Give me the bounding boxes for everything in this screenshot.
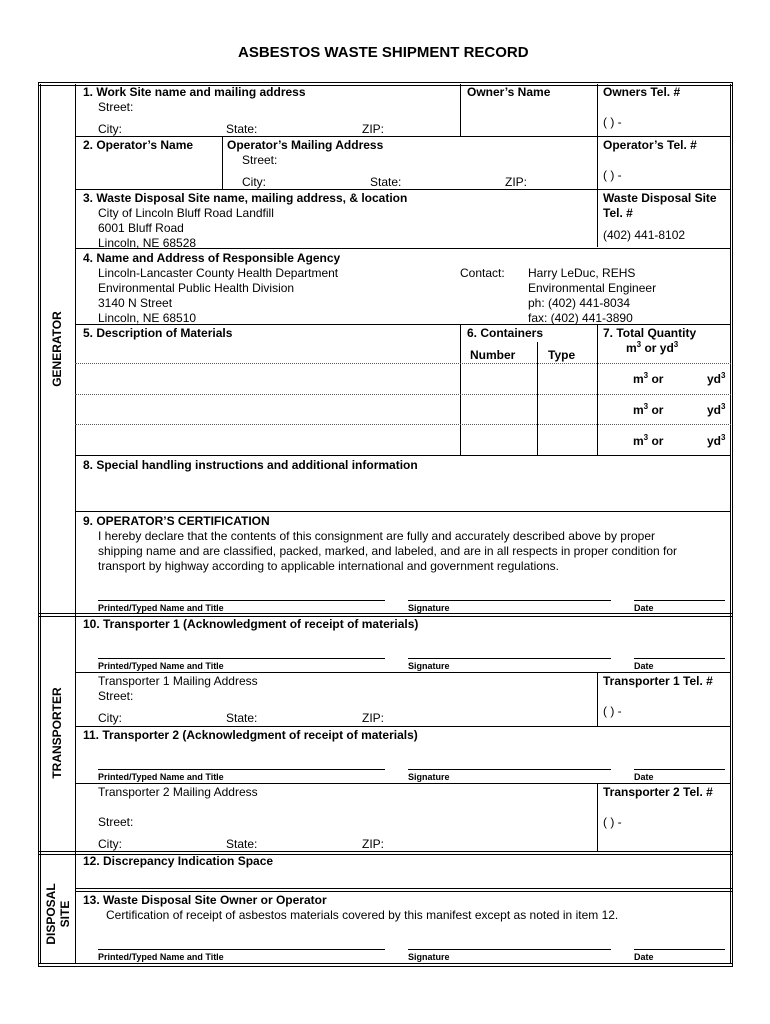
item1-divider-b bbox=[597, 84, 598, 247]
row-line bbox=[75, 455, 731, 456]
item4-line3: 3140 N Street bbox=[98, 296, 173, 310]
item10-signature-line[interactable] bbox=[408, 658, 611, 659]
item13-date-caption: Date bbox=[634, 952, 654, 962]
item9-name-line[interactable] bbox=[98, 600, 385, 601]
item2-city: City: bbox=[242, 175, 266, 189]
item10-date-caption: Date bbox=[634, 661, 654, 671]
row-line bbox=[75, 189, 731, 190]
item4-fax: fax: (402) 441-3890 bbox=[528, 311, 633, 325]
section-label-transporter: TRANSPORTER bbox=[50, 687, 64, 779]
item2-divider bbox=[222, 136, 223, 189]
item4-contact-label: Contact: bbox=[460, 266, 505, 280]
item9-label: 9. OPERATOR’S CERTIFICATION bbox=[83, 514, 270, 528]
section-label-disposal bbox=[44, 844, 72, 984]
items6-divider bbox=[537, 342, 538, 455]
materials-row-line bbox=[75, 394, 731, 395]
item10-zip: ZIP: bbox=[362, 711, 385, 725]
item4-line1: Lincoln-Lancaster County Health Department bbox=[98, 266, 339, 280]
frame-left-inner bbox=[40, 84, 41, 964]
frame-right bbox=[732, 82, 733, 966]
item4-line2: Environmental Public Health Division bbox=[98, 281, 295, 295]
item6-number: Number bbox=[470, 348, 516, 362]
item13-signature-caption: Signature bbox=[408, 952, 450, 962]
item13-signature-line[interactable] bbox=[408, 949, 611, 950]
item10-city: City: bbox=[98, 711, 122, 725]
item13-name-caption: Printed/Typed Name and Title bbox=[98, 952, 224, 962]
item9-line2: shipping name and are classified, packed, marked, and labeled, and are in all respects in proper condition for bbox=[98, 544, 678, 558]
item13-label: 13. Waste Disposal Site Owner or Operator bbox=[83, 893, 327, 907]
row-line bbox=[75, 726, 731, 727]
item1-state: State: bbox=[226, 122, 258, 136]
item3-line3: Lincoln, NE 68528 bbox=[98, 236, 197, 250]
item13-name-line[interactable] bbox=[98, 949, 385, 950]
row-line bbox=[75, 672, 731, 673]
item11-label: 11. Transporter 2 (Acknowledgment of receipt of materials) bbox=[83, 728, 418, 742]
item3-tel-label-2: Tel. # bbox=[603, 206, 633, 220]
item10-tel: Transporter 1 Tel. # bbox=[603, 674, 713, 688]
item1-divider-a bbox=[460, 84, 461, 136]
item10-name-caption: Printed/Typed Name and Title bbox=[98, 661, 224, 671]
item2-label: 2. Operator’s Name bbox=[83, 138, 194, 152]
item7-row1-m: $m^3$ or bbox=[633, 371, 664, 386]
item10-date-line[interactable] bbox=[634, 658, 725, 659]
materials-row-line bbox=[75, 424, 731, 425]
item3-tel-label-1: Waste Disposal Site bbox=[603, 191, 717, 205]
item11-name-line[interactable] bbox=[98, 769, 385, 770]
item2-tel: Operator’s Tel. # bbox=[603, 138, 697, 152]
item11-state: State: bbox=[226, 837, 258, 851]
item12-label: 12. Discrepancy Indication Space bbox=[83, 854, 274, 868]
item11-mailing: Transporter 2 Mailing Address bbox=[98, 785, 258, 799]
item1-city: City: bbox=[98, 122, 122, 136]
item1-owner-tel-blank: ( ) - bbox=[603, 115, 622, 129]
section-label-disposal-line1: DISPOSAL bbox=[44, 883, 58, 945]
item12-divider bbox=[75, 888, 733, 892]
items567-divider-b bbox=[597, 324, 598, 455]
item3-line2: 6001 Bluff Road bbox=[98, 221, 184, 235]
item11-date-line[interactable] bbox=[634, 769, 725, 770]
item10-state: State: bbox=[226, 711, 258, 725]
item2-street: Street: bbox=[242, 153, 278, 167]
item9-date-line[interactable] bbox=[634, 600, 725, 601]
item7-row2-yd: $yd^3$ bbox=[707, 402, 726, 417]
item11-name-caption: Printed/Typed Name and Title bbox=[98, 772, 224, 782]
item4-label: 4. Name and Address of Responsible Agency bbox=[83, 251, 341, 265]
item13-date-line[interactable] bbox=[634, 949, 725, 950]
row-line bbox=[75, 248, 731, 249]
item1-street: Street: bbox=[98, 100, 134, 114]
section-column-divider bbox=[75, 84, 76, 964]
item1-owner-name: Owner’s Name bbox=[467, 85, 551, 99]
item10-tel-divider bbox=[597, 672, 598, 726]
item2-tel-blank: ( ) - bbox=[603, 168, 622, 182]
section-label-disposal-line2: SITE bbox=[58, 900, 72, 928]
item11-signature-line[interactable] bbox=[408, 769, 611, 770]
item11-tel: Transporter 2 Tel. # bbox=[603, 785, 713, 799]
item2-state: State: bbox=[370, 175, 402, 189]
item10-label: 10. Transporter 1 (Acknowledgment of receipt of materials) bbox=[83, 617, 419, 631]
item7-row1-yd: $yd^3$ bbox=[707, 371, 726, 386]
items567-divider-a bbox=[460, 324, 461, 455]
item10-name-line[interactable] bbox=[98, 658, 385, 659]
item1-label: 1. Work Site name and mailing address bbox=[83, 85, 306, 99]
section-label-generator: GENERATOR bbox=[50, 311, 64, 387]
item4-phone: ph: (402) 441-8034 bbox=[528, 296, 631, 310]
item9-signature-caption: Signature bbox=[408, 603, 450, 613]
item13-text: Certification of receipt of asbestos materials covered by this manifest except as noted in item 12. bbox=[106, 908, 619, 922]
item11-city: City: bbox=[98, 837, 122, 851]
item10-street: Street: bbox=[98, 689, 134, 703]
item9-line3: transport by highway according to applicable international and government regulations. bbox=[98, 559, 559, 573]
item8-label: 8. Special handling instructions and additional information bbox=[83, 458, 418, 472]
item1-zip: ZIP: bbox=[362, 122, 385, 136]
item11-street: Street: bbox=[98, 815, 134, 829]
item10-tel-blank: ( ) - bbox=[603, 704, 622, 718]
item11-tel-divider bbox=[597, 783, 598, 851]
item7-units: $m^3$ or $yd^3$ bbox=[626, 340, 679, 355]
item10-signature-caption: Signature bbox=[408, 661, 450, 671]
item9-signature-line[interactable] bbox=[408, 600, 611, 601]
item9-line1: I hereby declare that the contents of this consignment are fully and accurately described above by proper bbox=[98, 529, 655, 543]
item11-zip: ZIP: bbox=[362, 837, 385, 851]
page-title: ASBESTOS WASTE SHIPMENT RECORD bbox=[238, 44, 529, 61]
item10-mailing: Transporter 1 Mailing Address bbox=[98, 674, 258, 688]
materials-row-line bbox=[75, 363, 731, 364]
row-line bbox=[75, 783, 731, 784]
item7-label: 7. Total Quantity bbox=[603, 326, 697, 340]
frame-bottom bbox=[38, 963, 733, 967]
item2-mailing: Operator’s Mailing Address bbox=[227, 138, 384, 152]
item3-label: 3. Waste Disposal Site name, mailing address, & location bbox=[83, 191, 408, 205]
item6-label: 6. Containers bbox=[467, 326, 544, 340]
item1-owner-tel: Owners Tel. # bbox=[603, 85, 681, 99]
item11-signature-caption: Signature bbox=[408, 772, 450, 782]
item7-row2-m: $m^3$ or bbox=[633, 402, 664, 417]
item2-zip: ZIP: bbox=[505, 175, 528, 189]
item6-type: Type bbox=[548, 348, 576, 362]
item11-tel-blank: ( ) - bbox=[603, 815, 622, 829]
item4-contact-title: Environmental Engineer bbox=[528, 281, 657, 295]
row-line bbox=[75, 324, 731, 325]
row-line bbox=[75, 136, 731, 137]
row-line bbox=[75, 511, 731, 512]
item4-line4: Lincoln, NE 68510 bbox=[98, 311, 197, 325]
item7-row3-m: $m^3$ or bbox=[633, 433, 664, 448]
item9-date-caption: Date bbox=[634, 603, 654, 613]
item4-contact-name: Harry LeDuc, REHS bbox=[528, 266, 636, 280]
item7-row3-yd: $yd^3$ bbox=[707, 433, 726, 448]
frame-left bbox=[38, 82, 39, 966]
item3-line1: City of Lincoln Bluff Road Landfill bbox=[98, 206, 274, 220]
item3-tel: (402) 441-8102 bbox=[603, 228, 686, 242]
item9-name-caption: Printed/Typed Name and Title bbox=[98, 603, 224, 613]
item11-date-caption: Date bbox=[634, 772, 654, 782]
item5-label: 5. Description of Materials bbox=[83, 326, 233, 340]
frame-right-inner bbox=[730, 84, 731, 964]
